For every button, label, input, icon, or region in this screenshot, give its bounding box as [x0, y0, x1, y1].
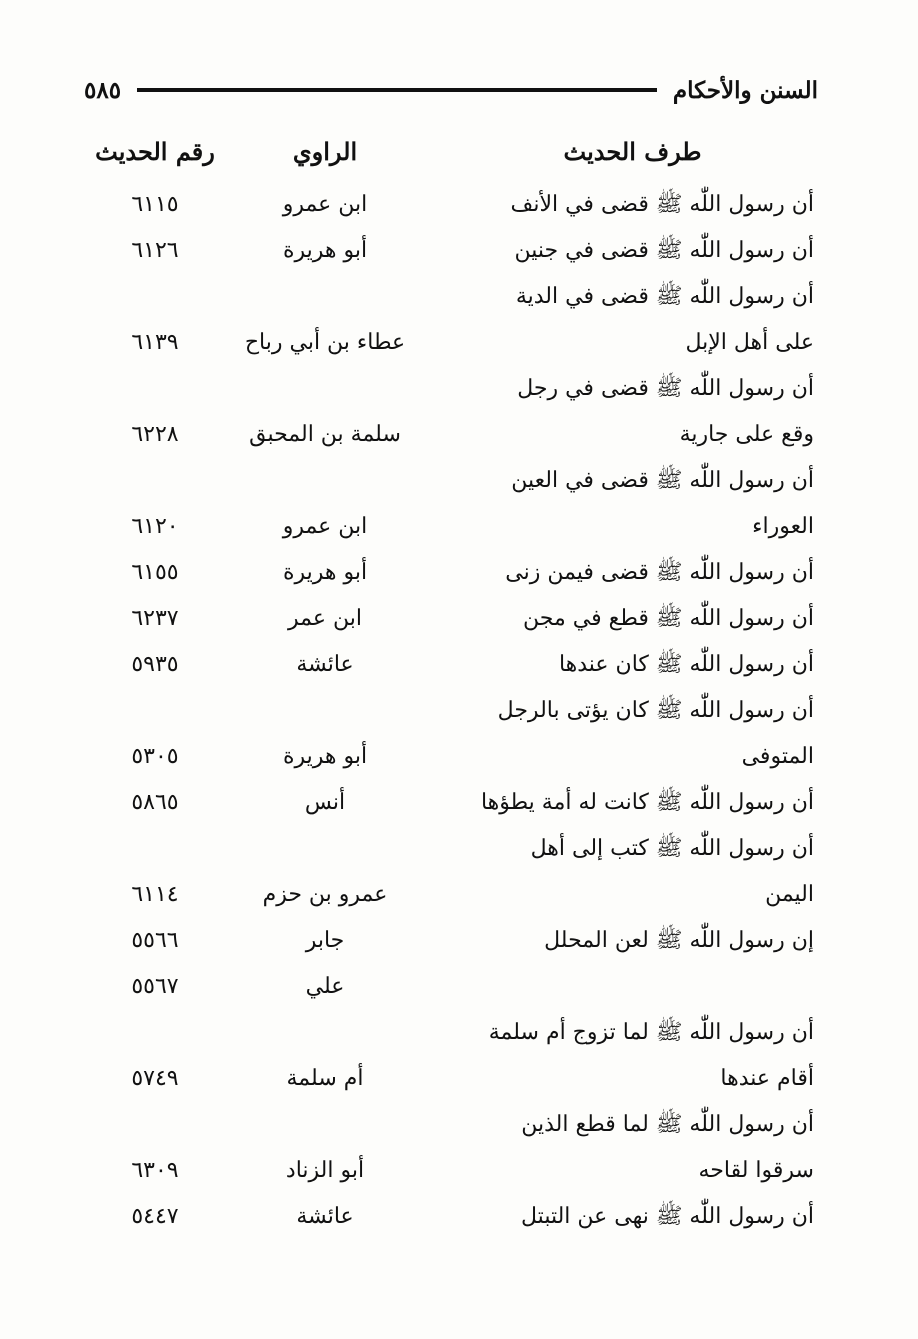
hadith-text: سرقوا لقاحه: [698, 1158, 814, 1183]
hadith-text: أن رسول اللّٰه ﷺ كانت له أمة يطؤها: [480, 790, 814, 815]
table-row: [0, 274, 918, 320]
hadith-text: أن رسول اللّٰه ﷺ نهى عن التبتل: [521, 1204, 814, 1229]
page-header: [84, 70, 818, 110]
table-row: [0, 1194, 918, 1240]
narrator-name: [235, 274, 415, 320]
narrator-name: [235, 688, 415, 734]
hadith-text: أن رسول اللّٰه ﷺ كان عندها: [558, 652, 814, 677]
table-row: [0, 918, 918, 964]
narrator-name: أنس: [304, 790, 346, 815]
hadith-number: ٥٨٦٥: [131, 790, 179, 815]
hadith-text: أن رسول اللّٰه ﷺ لما قطع الذين: [521, 1112, 814, 1137]
table-row: [0, 412, 918, 458]
hadith-number: ٦١١٤: [131, 882, 179, 907]
table-row: [0, 964, 918, 1010]
narrator-name: سلمة بن المحبق: [249, 422, 401, 447]
table-row: [0, 826, 918, 872]
hadith-text: أن رسول اللّٰه ﷺ قضى في العين: [511, 468, 814, 493]
column-header-narrator: الراوي: [292, 137, 358, 166]
table-row: [0, 872, 918, 918]
hadith-text: اليمن: [765, 882, 814, 907]
hadith-text: أن رسول اللّٰه ﷺ قضى في الدية: [515, 284, 814, 309]
table-row: [0, 366, 918, 412]
table-row: [0, 780, 918, 826]
table-row: [0, 1056, 918, 1102]
table-row: [0, 1010, 918, 1056]
column-header-hadith: طرف الحديث: [563, 137, 702, 166]
narrator-name: عطاء بن أبي رباح: [244, 330, 406, 355]
hadith-number: ٦١٢٦: [131, 238, 179, 263]
hadith-number: ٦٣٠٩: [131, 1158, 179, 1183]
narrator-name: عمرو بن حزم: [262, 882, 388, 907]
hadith-text: وقع على جارية: [679, 422, 814, 447]
hadith-text: أن رسول اللّٰه ﷺ قضى في رجل: [517, 376, 814, 401]
hadith-text: على أهل الإبل: [685, 330, 814, 355]
narrator-name: أم سلمة: [286, 1066, 364, 1091]
narrator-name: [235, 1102, 415, 1148]
hadith-text: المتوفى: [741, 744, 814, 769]
column-header-number: رقم الحديث: [95, 137, 215, 166]
hadith-number: ٦١٢٠: [131, 514, 179, 539]
table-row: [0, 596, 918, 642]
table-row: [0, 642, 918, 688]
table-row: [0, 734, 918, 780]
hadith-number: [90, 1102, 220, 1148]
hadith-text: أقام عندها: [720, 1066, 814, 1091]
hadith-text: أن رسول اللّٰه ﷺ كتب إلى أهل: [530, 836, 814, 861]
hadith-number: ٦٢٢٨: [131, 422, 179, 447]
hadith-text: [444, 964, 814, 1010]
header-rule: [137, 88, 657, 92]
hadith-number: ٥٥٦٦: [131, 928, 179, 953]
table-row: [0, 320, 918, 366]
hadith-number: [90, 826, 220, 872]
narrator-name: [235, 458, 415, 504]
hadith-number: ٦١٥٥: [131, 560, 179, 585]
hadith-number: [90, 688, 220, 734]
table-row: [0, 688, 918, 734]
table-row: [0, 458, 918, 504]
hadith-text: إن رسول اللّٰه ﷺ لعن المحلل: [544, 928, 814, 953]
narrator-name: ابن عمر: [288, 606, 362, 631]
narrator-name: عائشة: [296, 1204, 354, 1229]
table-row: [0, 1102, 918, 1148]
hadith-text: أن رسول اللّٰه ﷺ لما تزوج أم سلمة: [488, 1020, 814, 1045]
hadith-text: أن رسول اللّٰه ﷺ قضى فيمن زنى: [505, 560, 814, 585]
hadith-number: [90, 458, 220, 504]
narrator-name: [235, 366, 415, 412]
narrator-name: [235, 1010, 415, 1056]
hadith-number: ٦٢٣٧: [131, 606, 179, 631]
narrator-name: أبو هريرة: [282, 238, 368, 263]
table-row: [0, 228, 918, 274]
narrator-name: عائشة: [296, 652, 354, 677]
hadith-text: أن رسول اللّٰه ﷺ قطع في مجن: [523, 606, 814, 631]
narrator-name: أبو هريرة: [282, 744, 368, 769]
hadith-number: ٦١١٥: [131, 192, 179, 217]
table-row: [0, 550, 918, 596]
narrator-name: أبو هريرة: [282, 560, 368, 585]
index-table: [0, 182, 918, 1240]
running-title: السنن والأحكام: [672, 76, 818, 104]
hadith-number: ٥٩٣٥: [131, 652, 179, 677]
narrator-name: ابن عمرو: [282, 192, 368, 217]
page-number: ٥٨٥: [84, 76, 122, 104]
hadith-number: ٥٥٦٧: [131, 974, 179, 999]
hadith-number: ٥٣٠٥: [131, 744, 179, 769]
hadith-text: أن رسول اللّٰه ﷺ قضى في الأنف: [510, 192, 814, 217]
table-row: [0, 182, 918, 228]
narrator-name: جابر: [305, 928, 345, 953]
table-row: [0, 504, 918, 550]
hadith-number: [90, 274, 220, 320]
hadith-text: أن رسول اللّٰه ﷺ قضى في جنين: [514, 238, 814, 263]
narrator-name: [235, 826, 415, 872]
hadith-text: أن رسول اللّٰه ﷺ كان يؤتى بالرجل: [497, 698, 814, 723]
narrator-name: علي: [305, 974, 345, 999]
hadith-number: ٥٤٤٧: [131, 1204, 179, 1229]
narrator-name: ابن عمرو: [282, 514, 368, 539]
hadith-text: العوراء: [752, 514, 814, 539]
hadith-number: [90, 366, 220, 412]
hadith-number: ٦١٣٩: [131, 330, 179, 355]
table-row: [0, 1148, 918, 1194]
hadith-number: [90, 1010, 220, 1056]
hadith-number: ٥٧٤٩: [131, 1066, 179, 1091]
narrator-name: أبو الزناد: [285, 1158, 365, 1183]
